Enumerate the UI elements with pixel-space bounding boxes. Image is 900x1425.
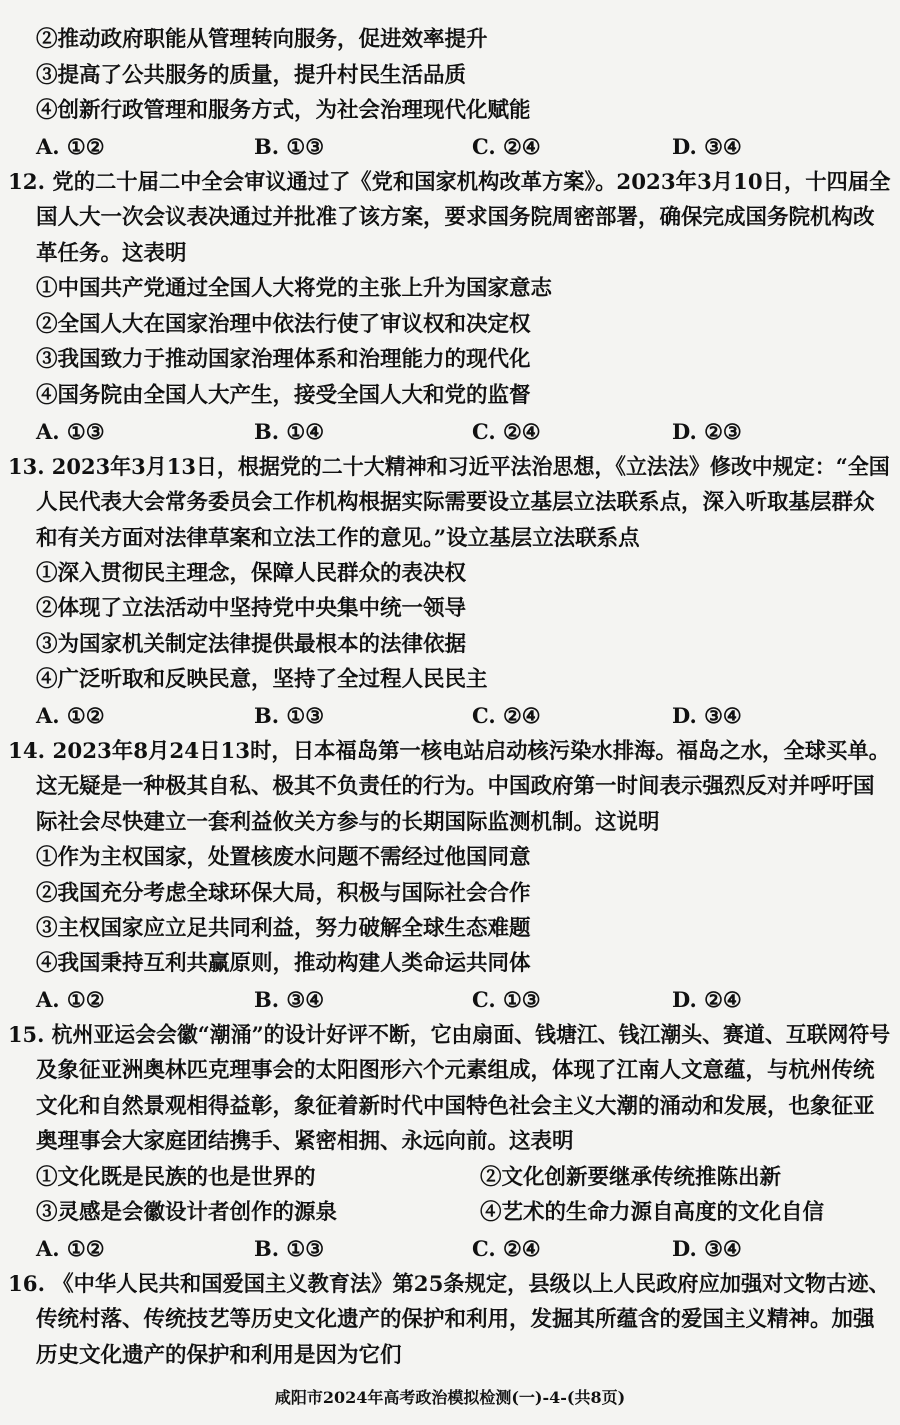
text-line: ④我国秉持互利共赢原则，推动构建人类命运共同体 — [36, 951, 531, 976]
answer-option: C. ②④ — [472, 703, 541, 728]
text-line: 这无疑是一种极其自私、极其不负责任的行为。中国政府第一时间表示强烈反对并呼吁国 — [36, 774, 875, 799]
statement-item: ②文化创新要继承传统推陈出新 — [480, 1165, 782, 1190]
answer-option: A. ①② — [36, 134, 105, 159]
text-line: 奥理事会大家庭团结携手、紧密相拥、永远向前。这表明 — [36, 1129, 574, 1154]
text-line: ③主权国家应立足共同利益，努力破解全球生态难题 — [36, 916, 531, 941]
answer-option: B. ①③ — [254, 134, 325, 159]
answer-option: D. ③④ — [672, 703, 742, 728]
text-line: 13. 2023年3月13日，根据党的二十大精神和习近平法治思想，《立法法》修改中规定：“全国 — [8, 455, 890, 480]
answer-option: A. ①③ — [36, 419, 105, 444]
text-line: ③为国家机关制定法律提供最根本的法律依据 — [36, 632, 467, 657]
answer-option: C. ②④ — [472, 134, 541, 159]
text-line: ②体现了立法活动中坚持党中央集中统一领导 — [36, 596, 467, 621]
text-line: 历史文化遗产的保护和利用是因为它们 — [36, 1343, 402, 1368]
text-line: ①中国共产党通过全国人大将党的主张上升为国家意志 — [36, 276, 553, 301]
text-line: 革任务。这表明 — [36, 241, 187, 266]
text-line: ③我国致力于推动国家治理体系和治理能力的现代化 — [36, 347, 531, 372]
text-line: 及象征亚洲奥林匹克理事会的太阳图形六个元素组成，体现了江南人文意蕴，与杭州传统 — [36, 1058, 875, 1083]
answer-option: B. ③④ — [254, 987, 325, 1012]
answer-option: C. ②④ — [472, 1236, 541, 1261]
text-line: ③提高了公共服务的质量，提升村民生活品质 — [36, 63, 467, 88]
answer-option: A. ①② — [36, 987, 105, 1012]
answer-option: D. ③④ — [672, 134, 742, 159]
text-line: ④广泛听取和反映民意，坚持了全过程人民民主 — [36, 667, 488, 692]
answer-option: B. ①③ — [254, 703, 325, 728]
text-line: 14. 2023年8月24日13时，日本福岛第一核电站启动核污染水排海。福岛之水，全球买单。 — [8, 739, 891, 764]
answer-option: B. ①④ — [254, 419, 325, 444]
text-line: ②推动政府职能从管理转向服务，促进效率提升 — [36, 27, 488, 52]
answer-option: C. ①③ — [472, 987, 541, 1012]
text-line: 人民代表大会常务委员会工作机构根据实际需要设立基层立法联系点，深入听取基层群众 — [36, 490, 875, 515]
text-line: 际社会尽快建立一套利益攸关方参与的长期国际监测机制。这说明 — [36, 810, 660, 835]
text-line: ④国务院由全国人大产生，接受全国人大和党的监督 — [36, 383, 531, 408]
text-line: ②全国人大在国家治理中依法行使了审议权和决定权 — [36, 312, 531, 337]
answer-option: B. ①③ — [254, 1236, 325, 1261]
page-footer: 咸阳市2024年高考政治模拟检测(一)-4-(共8页) — [274, 1388, 626, 1407]
text-line: 传统村落、传统技艺等历史文化遗产的保护和利用，发掘其所蕴含的爱国主义精神。加强 — [36, 1307, 875, 1332]
text-line: ②我国充分考虑全球环保大局，积极与国际社会合作 — [36, 881, 531, 906]
text-line: 15. 杭州亚运会会徽“潮涌”的设计好评不断，它由扇面、钱塘江、钱江潮头、赛道、互联网符号 — [8, 1023, 891, 1048]
statement-item: ④艺术的生命力源自高度的文化自信 — [480, 1200, 825, 1225]
text-line: ④创新行政管理和服务方式，为社会治理现代化赋能 — [36, 98, 531, 123]
answer-option: D. ③④ — [672, 1236, 742, 1261]
answer-option: D. ②③ — [672, 419, 742, 444]
answer-option: D. ②④ — [672, 987, 742, 1012]
text-line: ①深入贯彻民主理念，保障人民群众的表决权 — [36, 561, 467, 586]
text-line: 16. 《中华人民共和国爱国主义教育法》第25条规定，县级以上人民政府应加强对文物古迹、 — [8, 1272, 890, 1297]
text-line: ①作为主权国家，处置核废水问题不需经过他国同意 — [36, 845, 531, 870]
answer-option: C. ②④ — [472, 419, 541, 444]
answer-option: A. ①② — [36, 703, 105, 728]
statement-item: ①文化既是民族的也是世界的 — [36, 1165, 316, 1190]
text-line: 和有关方面对法律草案和立法工作的意见。”设立基层立法联系点 — [36, 526, 640, 551]
text-line: 国人大一次会议表决通过并批准了该方案，要求国务院周密部署，确保完成国务院机构改 — [36, 205, 875, 230]
text-line: 文化和自然景观相得益彰，象征着新时代中国特色社会主义大潮的涌动和发展，也象征亚 — [36, 1094, 875, 1119]
text-line: 12. 党的二十届二中全会审议通过了《党和国家机构改革方案》。2023年3月10日，十四届全 — [8, 170, 891, 195]
statement-item: ③灵感是会徽设计者创作的源泉 — [36, 1200, 338, 1225]
answer-option: A. ①② — [36, 1236, 105, 1261]
